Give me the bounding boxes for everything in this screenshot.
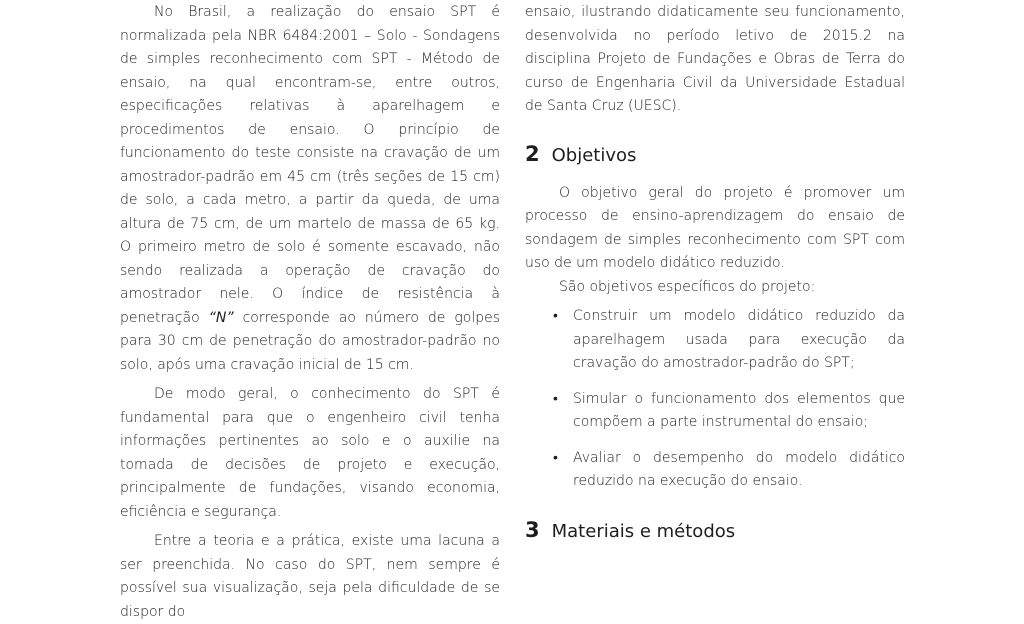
list-item-text: Construir um modelo didático reduzido da aparelhagem usada para execução da cravação do amostrador-padrão do SPT; xyxy=(573,308,905,371)
bullet-icon: • xyxy=(553,449,558,466)
list-item xyxy=(525,305,905,376)
bullet-icon: • xyxy=(553,390,558,407)
section-number: 2 xyxy=(525,141,540,166)
n-index-italic: “N” xyxy=(208,309,234,326)
section-heading-materiais xyxy=(525,518,905,544)
list-item xyxy=(525,388,905,435)
paragraph-nbr xyxy=(120,1,500,377)
paragraph-nbr-end: corresponde ao número de golpes para 30 cm de penetração do amostrador-padrão no solo, após uma cravação inicial de 15 cm. xyxy=(120,309,500,373)
paragraph-knowledge: De modo geral, o conhecimento do SPT é fundamental para que o engenheiro civil tenha informações pertinentes ao solo e o auxilie na tomada de decisões de projeto e execução, principalmente de fundações, visando economia, eficiência e segurança. xyxy=(120,386,500,520)
left-column xyxy=(120,0,500,624)
paragraph-nbr-text: No Brasil, a realização do ensaio SPT é normalizada pela NBR 6484:2001 – Solo - Sondagens de simples reconhecimento com SPT - Método de ensaio, na qual encontram-se, entre outros, especificações relativas à aparelhagem e procedimentos de ensaio. O princípio de funcionamento do teste consiste na cravação de um amostrador-padrão em 45 cm (três seções de 15 cm) de solo, a cada metro, a partir da queda, de uma altura de 75 cm, de um martelo de massa de 65 kg. O primeiro metro de solo é somente escavado, não sendo realizada a operação de cravação do amostrador nele. O índice de resistência à penetração xyxy=(120,4,500,326)
list-item xyxy=(525,447,905,494)
paragraph-gap: Entre a teoria e a prática, existe uma lacuna a ser preenchida. No caso do SPT, nem sempre é possível sua visualização, seja pela dificuldade de se dispor do xyxy=(120,533,500,620)
section-title: Objetivos xyxy=(551,144,637,166)
objectives-list xyxy=(525,305,905,494)
paragraph-continuation: ensaio, ilustrando didaticamente seu funcionamento, desenvolvida no período letivo de 2015.2 na disciplina Projeto de Fundações e Obras de Terra do curso de Engenharia Civil da Universidade Estadual de Santa Cruz (UESC). xyxy=(525,4,905,114)
paragraph-general-objective: O objetivo geral do projeto é promover um processo de ensino-aprendizagem do ensaio de sondagem de simples reconhecimento com SPT com uso de um modelo didático reduzido. xyxy=(525,184,905,271)
bullet-icon: • xyxy=(553,308,558,324)
section-title: Materiais e métodos xyxy=(551,520,736,542)
section-number: 3 xyxy=(525,517,540,542)
list-item-text: Simular o funcionamento dos elementos que compõem a parte instrumental do ensaio; xyxy=(573,390,905,430)
list-item-text: Avaliar o desempenho do modelo didático reduzido na execução do ensaio. xyxy=(573,449,905,489)
paragraph-specific-intro: São objetivos específicos do projeto: xyxy=(559,278,816,295)
section-heading-objetivos xyxy=(525,142,905,168)
right-column xyxy=(525,0,905,544)
